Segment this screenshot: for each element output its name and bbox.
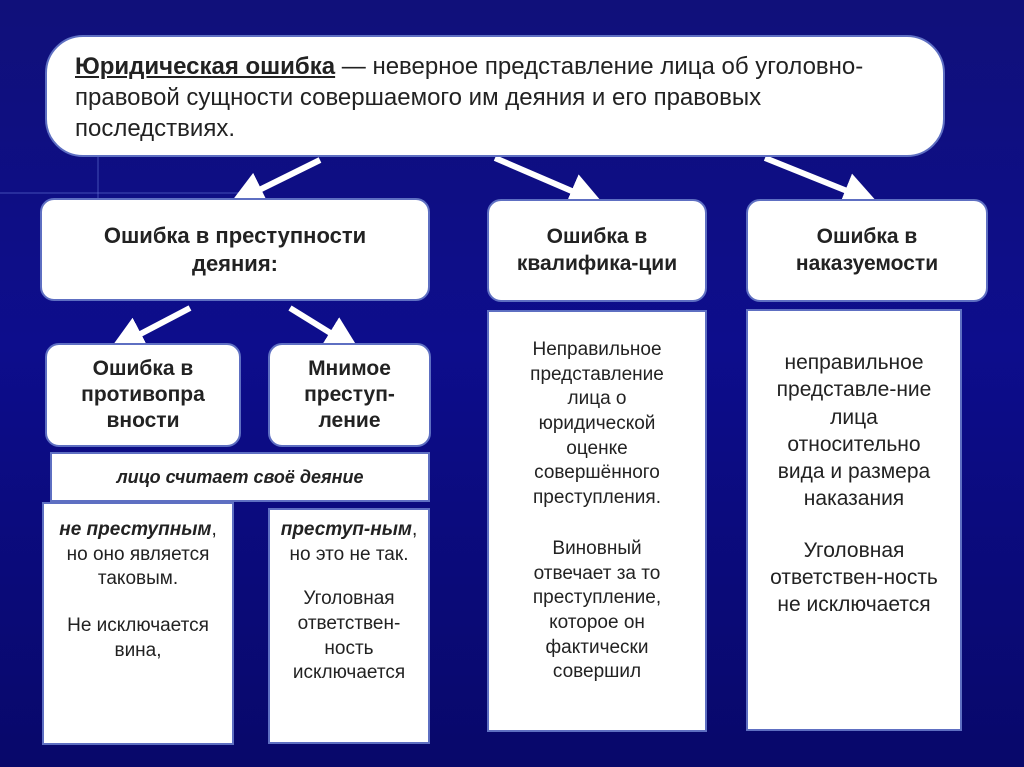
arrow-to-unlawfulness bbox=[125, 308, 190, 342]
qualification-detail bbox=[487, 310, 707, 732]
punishability-detail-p2: Уголовная ответствен-ность не исключается bbox=[770, 538, 938, 617]
punishability-detail bbox=[746, 309, 962, 731]
definition-dash: — bbox=[335, 53, 373, 80]
qualification-detail-p2: Виновный отвечает за то преступление, которое он фактически совершил bbox=[532, 537, 662, 683]
category-punishability-label: Ошибка в наказуемости bbox=[795, 225, 939, 275]
category-qualification-label: Ошибка в квалифика-ции bbox=[516, 225, 678, 275]
subcategory-imaginary bbox=[268, 343, 431, 447]
subcategory-imaginary-label: Мнимое преступ-ление bbox=[304, 356, 395, 433]
unlawfulness-emph: не преступным bbox=[59, 519, 212, 540]
shared-label-text: лицо считает своё деяние bbox=[116, 466, 364, 487]
definition-box bbox=[45, 35, 945, 157]
unlawfulness-detail bbox=[42, 502, 234, 745]
imaginary-emph: преступ-ным bbox=[280, 519, 412, 540]
shared-label-box bbox=[50, 452, 430, 502]
imaginary-rest: , но это не так. bbox=[289, 519, 418, 565]
imaginary-detail bbox=[268, 508, 430, 744]
qualification-detail-p1: Неправильное представление лица о юридической оценке совершённого преступления. bbox=[530, 339, 664, 509]
subcategory-unlawfulness-label: Ошибка в противопра вности bbox=[81, 356, 205, 433]
definition-term: Юридическая ошибка bbox=[75, 53, 336, 80]
arrow-to-imaginary bbox=[290, 308, 345, 342]
arrow-to-criminality bbox=[245, 160, 320, 197]
unlawfulness-conclusion: Не исключается вина, bbox=[67, 615, 209, 661]
imaginary-conclusion: Уголовная ответствен-ность исключается bbox=[292, 588, 406, 684]
arrow-to-punishability bbox=[765, 158, 862, 197]
category-qualification bbox=[487, 199, 707, 302]
subcategory-unlawfulness bbox=[45, 343, 241, 447]
definition-text: неверное представление лица об уголовно-правовой сущности совершаемого им деяния и его правовых последствиях. bbox=[75, 53, 864, 143]
category-criminality-label: Ошибка в преступности деяния: bbox=[103, 223, 367, 276]
arrow-to-qualification bbox=[495, 158, 588, 198]
category-criminality bbox=[40, 198, 430, 301]
category-punishability bbox=[746, 199, 988, 302]
punishability-detail-p1: неправильное представле-ние лица относительно вида и размера наказания bbox=[776, 351, 932, 511]
unlawfulness-rest: , но оно является таковым. bbox=[66, 519, 217, 590]
